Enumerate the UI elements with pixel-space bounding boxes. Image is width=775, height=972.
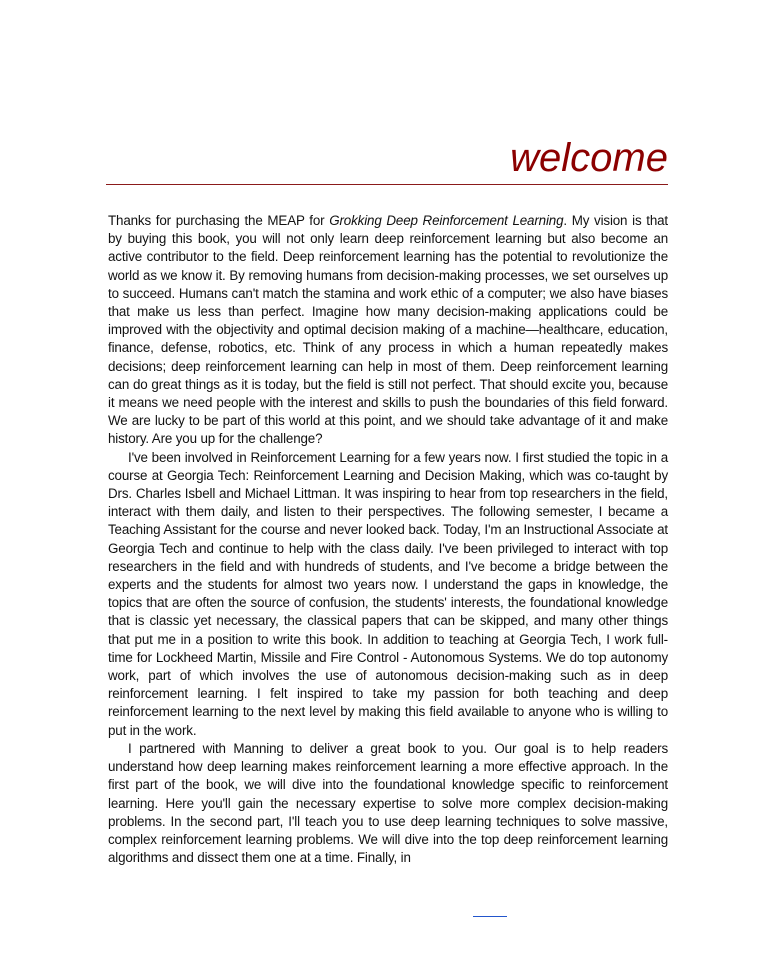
paragraph-1 — [108, 212, 668, 449]
paragraph-1-rest: . My vision is that by buying this book, you will not only learn deep reinforcement learning but also become an active contributor to the field. Deep reinforcement learning has the potential to revolutionize the world as we know it. By removing humans from decision-making processes, we set ourselves up to succeed. Humans can't match the stamina and work ethic of a computer; we also have biases that make us less than perfect. Imagine how many decision-making applications could be improved with the objectivity and optimal decision making of a machine—healthcare, education, finance, defense, robotics, etc. Think of any process in which a human repeatedly makes decisions; deep reinforcement learning can help in most of them. Deep reinforcement learning can do great things as it is today, but the field is still not perfect. That should excite you, because it means we need people with the interest and skills to push the boundaries of this field forward. We are lucky to be part of this world at this point, and we should take advantage of it and make history. Are you up for the challenge? — [108, 213, 668, 447]
paragraph-1-start: Thanks for purchasing the MEAP for — [108, 213, 330, 228]
chapter-heading: welcome — [510, 136, 668, 180]
book-title: Grokking Deep Reinforcement Learning — [329, 213, 564, 228]
heading-rule — [106, 184, 668, 185]
footer-link-underline[interactable] — [473, 916, 507, 917]
paragraph-2: I've been involved in Reinforcement Learning for a few years now. I first studied the topic in a course at Georgia Tech: Reinforcement Learning and Decision Making, which was co-taught by Drs. Charles Isbell and Michael Littman. It was inspiring to hear from top researchers in the field, interact with them daily, and listen to their perspectives. The following semester, I became a Teaching Assistant for the course and never looked back. Today, I'm an Instructional Associate at Georgia Tech and continue to help with the class daily. I've been privileged to interact with top researchers in the field and with hundreds of students, and I've become a bridge between the experts and the students for almost two years now. I understand the gaps in knowledge, the topics that are often the source of confusion, the students' interests, the foundational knowledge that is classic yet necessary, the classical papers that can be skipped, and many other things that put me in a position to write this book. In addition to teaching at Georgia Tech, I work full-time for Lockheed Martin, Missile and Fire Control - Autonomous Systems. We do top autonomy work, part of which involves the use of autonomous decision-making such as in deep reinforcement learning. I felt inspired to take my passion for both teaching and deep reinforcement learning to the next level by making this field available to anyone who is willing to put in the work. — [108, 449, 668, 738]
body-text — [108, 212, 668, 867]
paragraph-3: I partnered with Manning to deliver a great book to you. Our goal is to help readers understand how deep learning makes reinforcement learning a more effective approach. In the first part of the book, we will dive into the foundational knowledge specific to reinforcement learning. Here you'll gain the necessary expertise to solve more complex decision-making problems. In the second part, I'll teach you to use deep learning techniques to solve massive, complex reinforcement learning problems. We will dive into the top deep reinforcement learning algorithms and dissect them one at a time. Finally, in — [108, 740, 668, 866]
